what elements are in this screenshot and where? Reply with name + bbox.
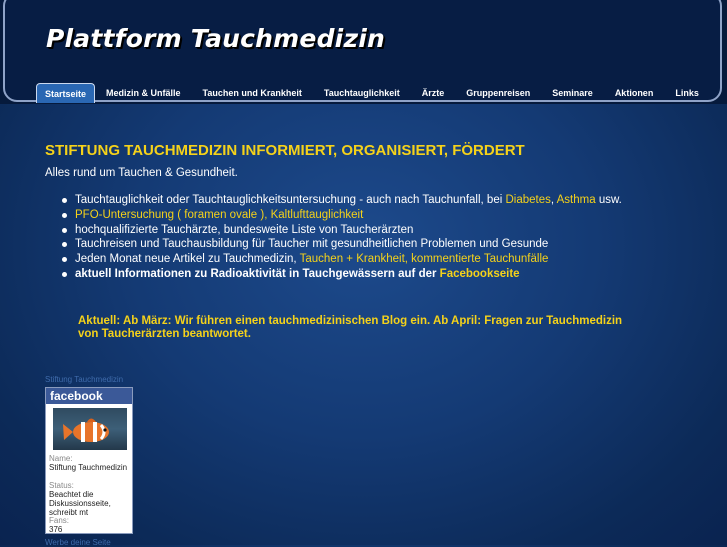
- news-notice: Aktuell: Ab März: Wir führen einen tauchmedizinischen Blog ein. Ab April: Fragen zur Tauchmedizin von Taucherärzten beantwortet.: [78, 315, 623, 340]
- list-item-text: Tauchtauglichkeit oder Tauchtauglichkeitsuntersuchung - auch nach Tauchunfall, bei: [75, 194, 506, 206]
- nav-item-gruppenreisen[interactable]: Gruppenreisen: [466, 88, 531, 98]
- facebookseite-link[interactable]: Facebookseite: [439, 267, 520, 280]
- intro-text: Alles rund um Tauchen & Gesundheit.: [45, 167, 238, 179]
- nav-item-medizin-unfaelle[interactable]: Medizin & Unfälle: [106, 88, 181, 98]
- facebook-logo: facebook: [46, 388, 132, 404]
- list-item-separator: ,: [264, 208, 271, 221]
- list-item: [75, 193, 622, 208]
- nav-item-tauchen-krankheit[interactable]: Tauchen und Krankheit: [202, 88, 302, 98]
- site-title[interactable]: Plattform Tauchmedizin: [46, 24, 385, 53]
- list-item: [75, 223, 622, 238]
- list-item-text: Tauchreisen und Tauchausbildung für Taucher mit gesundheitlichen Problemen und Gesunde: [75, 238, 549, 251]
- fb-fans-value: 376: [49, 525, 63, 534]
- facebook-promo-link[interactable]: Werbe deine Seite: [45, 538, 111, 547]
- list-item: [75, 252, 622, 267]
- list-item: [75, 237, 622, 252]
- list-item-text: hochqualifizierte Tauchärzte, bundesweite Liste von Taucherärzten: [75, 223, 414, 236]
- feature-list: [75, 193, 622, 282]
- fb-name-value[interactable]: Stiftung Tauchmedizin: [49, 463, 128, 472]
- list-item-separator: ,: [550, 194, 557, 206]
- nav-item-aktionen[interactable]: Aktionen: [614, 88, 654, 98]
- page-heading: STIFTUNG TAUCHMEDIZIN INFORMIERT, ORGANISIERT, FÖRDERT: [45, 142, 525, 159]
- nav-item-seminare[interactable]: Seminare: [552, 88, 593, 98]
- nav-item-startseite[interactable]: Startseite: [36, 83, 95, 103]
- list-item-text: usw.: [595, 194, 622, 206]
- asthma-link[interactable]: Asthma: [556, 194, 596, 206]
- kaltluft-link[interactable]: Kaltlufttauglichkeit: [270, 208, 364, 221]
- fb-status-label: Status:: [49, 481, 74, 490]
- fb-status-value: Beachtet die Diskussionsseite, schreibt mt: [49, 490, 111, 517]
- diabetes-link[interactable]: Diabetes: [505, 194, 551, 206]
- clownfish-icon: [53, 408, 127, 450]
- nav-item-aerzte[interactable]: Ärzte: [421, 88, 445, 98]
- facebook-page-label[interactable]: Stiftung Tauchmedizin: [45, 375, 124, 384]
- nav-item-tauchtauglichkeit[interactable]: Tauchtauglichkeit: [323, 88, 400, 98]
- list-item-text: Jeden Monat neue Artikel zu Tauchmedizin,: [75, 253, 300, 266]
- tauchen-krankheit-link[interactable]: Tauchen + Krankheit, kommentierte Tauchunfälle: [299, 253, 549, 266]
- pfo-link[interactable]: PFO-Untersuchung ( foramen ovale ): [75, 208, 265, 221]
- nav-item-links[interactable]: Links: [675, 88, 699, 98]
- list-item: [75, 208, 622, 223]
- header: [0, 0, 727, 104]
- fb-name-label: Name:: [49, 454, 73, 463]
- fb-fans-label: Fans:: [49, 516, 70, 525]
- list-item-text: aktuell Informationen zu Radioaktivität in Tauchgewässern auf der: [75, 267, 440, 280]
- list-item: [75, 267, 622, 282]
- main-nav: [36, 83, 710, 103]
- clownfish-photo: [53, 408, 127, 450]
- facebook-badge[interactable]: [45, 387, 133, 534]
